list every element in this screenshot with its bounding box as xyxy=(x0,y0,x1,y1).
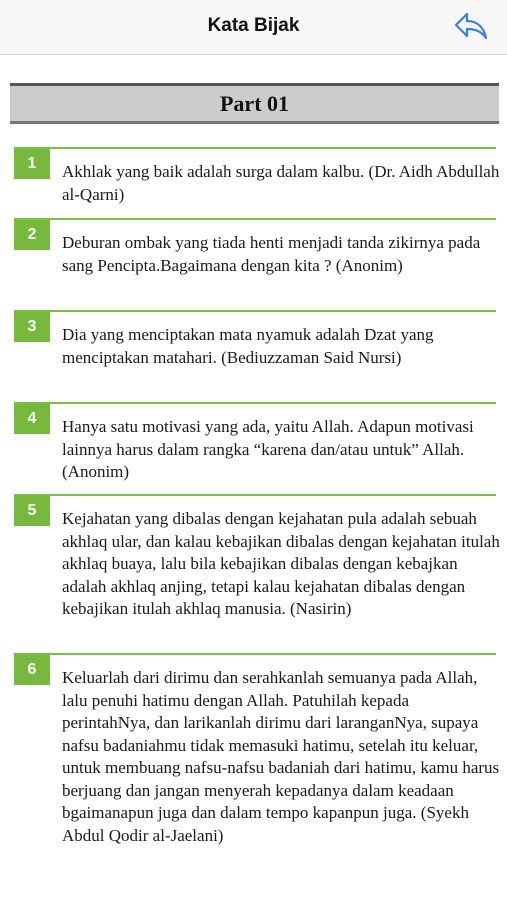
quote-number-badge: 1 xyxy=(14,149,50,179)
quote-item xyxy=(14,218,496,275)
quote-item xyxy=(14,310,496,367)
quote-number-badge: 3 xyxy=(14,312,50,342)
quote-item xyxy=(14,494,500,618)
quote-text: Dia yang menciptakan mata nyamuk adalah Dzat yang menciptakan matahari. (Bediuzzaman Said Nursi) xyxy=(62,325,434,367)
quote-item xyxy=(14,147,500,204)
quote-text: Keluarlah dari dirimu dan serahkanlah semuanya pada Allah, lalu penuhi hatimu dengan Allah. Patuhilah kepada perintahNya, dan larikanlah dirimu dari laranganNya, supaya nafsu badaniahmu tidak memasuki hatimu, setelah itu keluar, untuk membuang nafsu-nafsu badaniah dari hatimu, kamu harus berjuang dan jangan menyerah kepadanya dalam keadaan bgaimanapun juga dan dalam tempo kapanpun juga. (Syekh Abdul Qodir al-Jaelani) xyxy=(62,668,500,845)
quote-text: Kejahatan yang dibalas dengan kejahatan pula adalah sebuah akhlaq ular, dan kalau kebajikan dibalas dengan kejahatan itulah akhlaq buaya, lalu bila kebajikan dibalas dengan kebajkan adalah akhlaq anjing, tetapi kalau kejahatan dibalas dengan kebajikan itulah akhlaq manusia. (Nasirin) xyxy=(62,509,500,618)
quote-text: Deburan ombak yang tiada henti menjadi tanda zikirnya pada sang Pencipta.Bagaimana dengan kita ? (Anonim) xyxy=(62,233,481,275)
quote-number-badge: 4 xyxy=(14,404,50,434)
quote-item xyxy=(14,653,500,845)
quote-text: Akhlak yang baik adalah surga dalam kalbu. (Dr. Aidh Abdullah al-Qarni) xyxy=(62,162,500,204)
quote-item xyxy=(14,402,496,481)
page-title: Kata Bijak xyxy=(207,15,300,36)
quote-number-badge: 2 xyxy=(14,220,50,250)
section-title: Part 01 xyxy=(219,91,290,116)
quote-number-badge: 6 xyxy=(14,655,50,685)
quote-text: Hanya satu motivasi yang ada, yaitu Allah. Adapun motivasi lainnya harus dalam rangka “karena dan/atau untuk” Allah. (Anonim) xyxy=(62,417,474,481)
quote-number-badge: 5 xyxy=(14,496,50,526)
